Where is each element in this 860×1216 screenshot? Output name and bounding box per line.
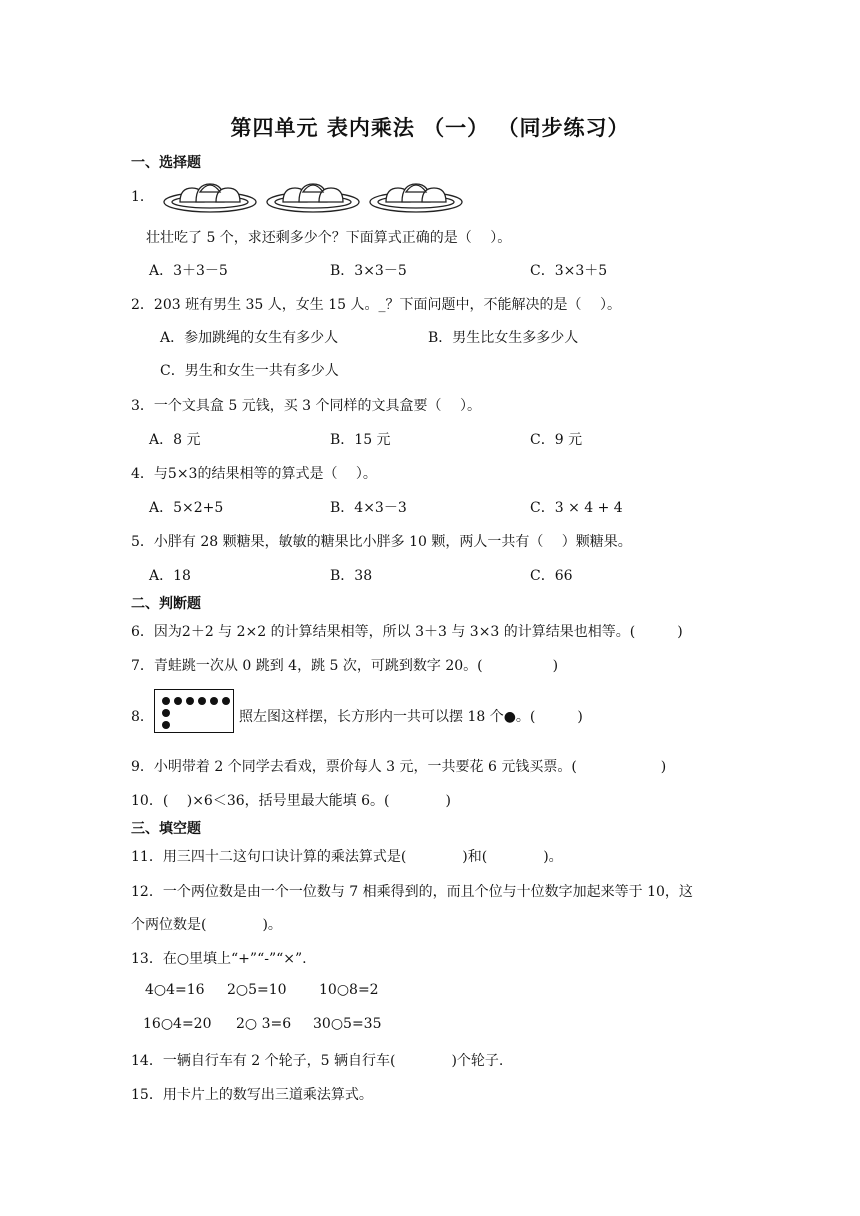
- section-fill-blank: 三、填空题: [131, 821, 201, 837]
- plate-3: [370, 184, 462, 212]
- section-choice: 一、选择题: [131, 155, 201, 171]
- q2-option-a: A．参加跳绳的女生有多少人: [160, 330, 339, 346]
- q1-option-b: B．3×3－5: [330, 263, 407, 279]
- q1-number: 1．: [131, 189, 154, 205]
- q13-row2-item2: 2○ 3=6: [236, 1016, 292, 1032]
- q4-option-a: A．5×2+5: [149, 500, 224, 516]
- q3-option-b: B．15 元: [330, 432, 391, 448]
- q6-text: 6．因为2＋2 与 2×2 的计算结果相等，所以 3＋3 与 3×3 的计算结果也相等。( ): [131, 624, 683, 640]
- q8-number: 8．: [131, 709, 154, 725]
- q5-option-c: C．66: [530, 568, 573, 584]
- page-title: 第四单元 表内乘法 （一） （同步练习）: [230, 115, 630, 140]
- q3-text: 3．一个文具盒 5 元钱，买 3 个同样的文具盒要（ ）。: [131, 398, 481, 414]
- plate-1: [164, 184, 256, 212]
- q13-row2-item1: 16○4=20: [143, 1016, 212, 1032]
- q15-text: 15．用卡片上的数写出三道乘法算式。: [131, 1087, 373, 1103]
- q4-option-c: C．3 × 4 + 4: [530, 500, 623, 516]
- q1-option-c: C．3×3＋5: [530, 263, 608, 279]
- section-judgement: 二、判断题: [131, 596, 201, 612]
- q5-text: 5．小胖有 28 颗糖果，敏敏的糖果比小胖多 10 颗，两人一共有（ ）颗糖果。: [131, 534, 632, 550]
- dot-rectangle-figure: [154, 689, 234, 733]
- q13-row1-item2: 2○5=10: [227, 982, 287, 998]
- q12-text-line2: 个两位数是( )。: [131, 917, 282, 933]
- q8-text: 照左图这样摆，长方形内一共可以摆 18 个●。( ): [239, 709, 583, 725]
- q2-option-c: C．男生和女生一共有多少人: [160, 363, 339, 379]
- q2-text: 2．203 班有男生 35 人，女生 15 人。_？下面问题中，不能解决的是（ ）。: [131, 297, 621, 313]
- q12-text-line1: 12．一个两位数是由一个一位数与 7 相乘得到的，而且个位与十位数字加起来等于 10，这: [131, 884, 693, 900]
- q10-text: 10．( )×6＜36，括号里最大能填 6。( ): [131, 793, 451, 809]
- q4-option-b: B．4×3－3: [330, 500, 407, 516]
- q14-text: 14．一辆自行车有 2 个轮子，5 辆自行车( )个轮子.: [131, 1053, 504, 1069]
- q11-text: 11．用三四十二这句口诀计算的乘法算式是( )和( )。: [131, 849, 563, 865]
- q1-option-a: A．3＋3－5: [149, 263, 228, 279]
- q1-text: 壮壮吃了 5 个，求还剩多少个？下面算式正确的是（ ）。: [146, 230, 512, 246]
- bun-plates-image: [160, 172, 480, 218]
- q2-option-b: B．男生比女生多多少人: [428, 330, 579, 346]
- q7-text: 7．青蛙跳一次从 0 跳到 4，跳 5 次，可跳到数字 20。( ): [131, 658, 559, 674]
- plate-2: [267, 184, 359, 212]
- q5-option-b: B．38: [330, 568, 373, 584]
- q13-row1-item3: 10○8=2: [319, 982, 379, 998]
- q9-text: 9．小明带着 2 个同学去看戏，票价每人 3 元，一共要花 6 元钱买票。( ): [131, 759, 667, 775]
- q5-option-a: A．18: [149, 568, 191, 584]
- q4-text: 4．与5×3的结果相等的算式是（ ）。: [131, 466, 377, 482]
- q13-row1-item1: 4○4=16: [145, 982, 205, 998]
- q13-text: 13．在○里填上“+”“-”“×”.: [131, 951, 307, 967]
- q3-option-a: A．8 元: [149, 432, 201, 448]
- q3-option-c: C．9 元: [530, 432, 583, 448]
- q13-row2-item3: 30○5=35: [313, 1016, 382, 1032]
